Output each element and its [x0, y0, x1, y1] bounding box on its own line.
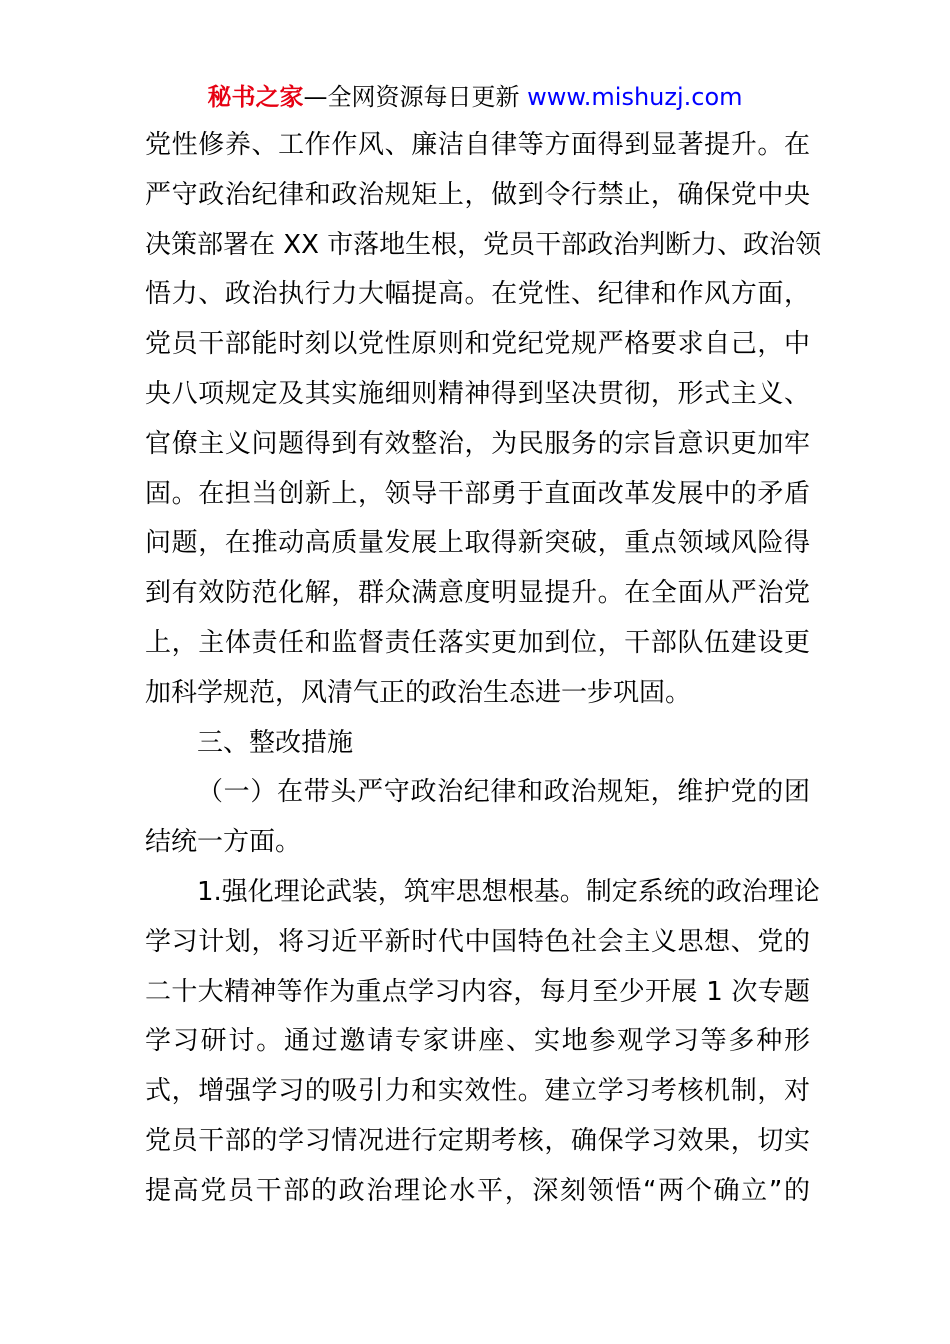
body-line: 央八项规定及其实施细则精神得到坚决贯彻，形式主义、 — [145, 378, 810, 409]
body-line: 学习研讨。通过邀请专家讲座、实地参观学习等多种形 — [145, 1026, 810, 1057]
site-url-link[interactable]: www.mishuzj.com — [527, 83, 743, 111]
body-line: 党性修养、工作作风、廉洁自律等方面得到显著提升。在 — [145, 130, 810, 160]
body-line: 加科学规范，风清气正的政治生态进一步巩固。 — [145, 677, 692, 708]
body-line: 固。在担当创新上，领导干部勇于直面改革发展中的矛盾 — [145, 478, 810, 509]
subsection-heading-cont: 结统一方面。 — [145, 827, 302, 858]
body-line: 严守政治纪律和政治规矩上，做到令行禁止，确保党中央 — [145, 179, 810, 210]
site-header — [0, 80, 950, 114]
body-line: 党员干部的学习情况进行定期考核，确保学习效果，切实 — [145, 1125, 810, 1156]
body-line: 党员干部能时刻以党性原则和党纪党规严格要求自己，中 — [145, 329, 810, 360]
site-tagline: —全网资源每日更新 — [303, 83, 528, 111]
body-line: 问题，在推动高质量发展上取得新突破，重点领域风险得 — [145, 528, 810, 559]
body-line: 提高党员干部的政治理论水平，深刻领悟“两个确立”的 — [145, 1175, 810, 1206]
body-line: 上，主体责任和监督责任落实更加到位，干部队伍建设更 — [145, 627, 810, 658]
body-line: 决策部署在 XX 市落地生根，党员干部政治判断力、政治领 — [145, 229, 822, 260]
body-line: 悟力、政治执行力大幅提高。在党性、纪律和作风方面， — [145, 279, 810, 310]
subsection-heading: （一）在带头严守政治纪律和政治规矩，维护党的团 — [197, 777, 810, 808]
body-line: 学习计划，将习近平新时代中国特色社会主义思想、党的 — [145, 926, 810, 957]
body-line: 到有效防范化解，群众满意度明显提升。在全面从严治党 — [145, 578, 810, 609]
section-heading: 三、整改措施 — [197, 727, 354, 758]
site-brand: 秘书之家 — [207, 83, 304, 111]
body-line: 官僚主义问题得到有效整治，为民服务的宗旨意识更加牢 — [145, 428, 810, 459]
body-line: 1.强化理论武装，筑牢思想根基。制定系统的政治理论 — [197, 876, 820, 907]
document-body — [145, 121, 822, 1217]
body-line: 式，增强学习的吸引力和实效性。建立学习考核机制，对 — [145, 1076, 810, 1107]
body-line: 二十大精神等作为重点学习内容，每月至少开展 1 次专题 — [145, 976, 810, 1007]
